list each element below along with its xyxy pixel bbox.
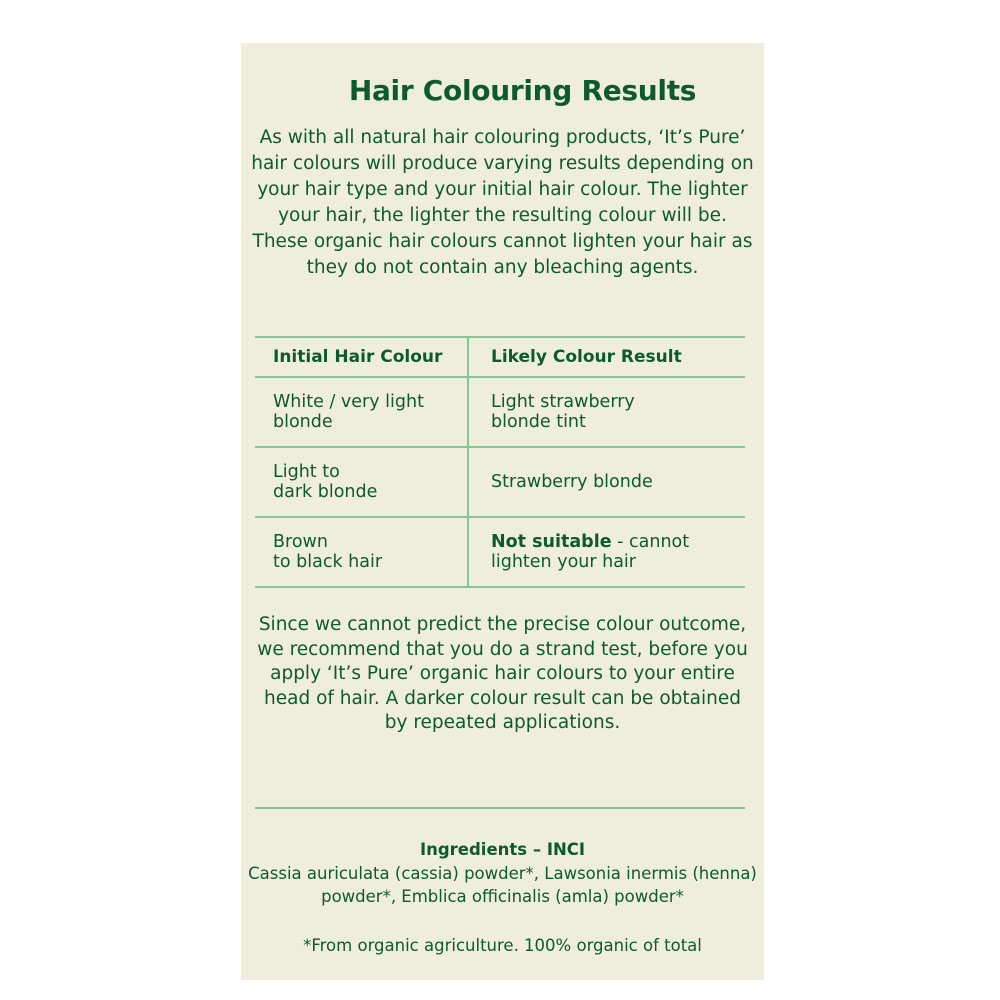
cell-text: Brown to black hair: [273, 532, 383, 572]
table-header-row: [255, 338, 745, 378]
table-header-initial: Initial Hair Colour: [255, 338, 469, 376]
colour-results-table: [255, 336, 745, 588]
cell-text: [491, 532, 689, 572]
organic-footnote: *From organic agriculture. 100% organic of total: [303, 936, 702, 955]
cell-text: White / very light blonde: [273, 392, 424, 432]
table-cell-result: [469, 448, 745, 516]
table-row: [255, 518, 745, 588]
info-panel: [241, 43, 764, 980]
intro-paragraph: As with all natural hair colouring products, ‘It’s Pure’ hair colours will produce varying results depending on your hair type and your initial hair colour. The lighter your hair, the lighter the resulting colour will be. These organic hair colours cannot lighten your hair as they do not contain any bleaching agents.: [251, 127, 754, 278]
ingredients-text: Cassia auriculata (cassia) powder*, Lawsonia inermis (henna) powder*, Emblica officinalis (amla) powder*: [248, 864, 757, 906]
section-divider: [255, 807, 745, 809]
cell-text: Light to dark blonde: [273, 462, 378, 502]
table-cell-result: [469, 518, 745, 586]
cell-text: Light strawberry blonde tint: [491, 392, 635, 432]
cell-text: Strawberry blonde: [491, 472, 653, 492]
table-cell-initial: [255, 518, 469, 586]
table-row: [255, 448, 745, 518]
table-cell-initial: [255, 448, 469, 516]
table-cell-initial: [255, 378, 469, 446]
page-title: Hair Colouring Results: [348, 74, 697, 107]
table-row: [255, 378, 745, 448]
cell-text-rest: - cannot lighten your hair: [491, 532, 690, 572]
table-cell-result: [469, 378, 745, 446]
ingredients-title: Ingredients – INCI: [419, 840, 586, 859]
not-suitable-label: Not suitable: [491, 532, 612, 552]
advice-paragraph: Since we cannot predict the precise colour outcome, we recommend that you do a strand test, before you apply ‘It’s Pure’ organic hair colours to your entire head of hair. A darker colour result can be obtained by repeated applications.: [257, 614, 748, 733]
table-header-result: Likely Colour Result: [491, 347, 682, 367]
